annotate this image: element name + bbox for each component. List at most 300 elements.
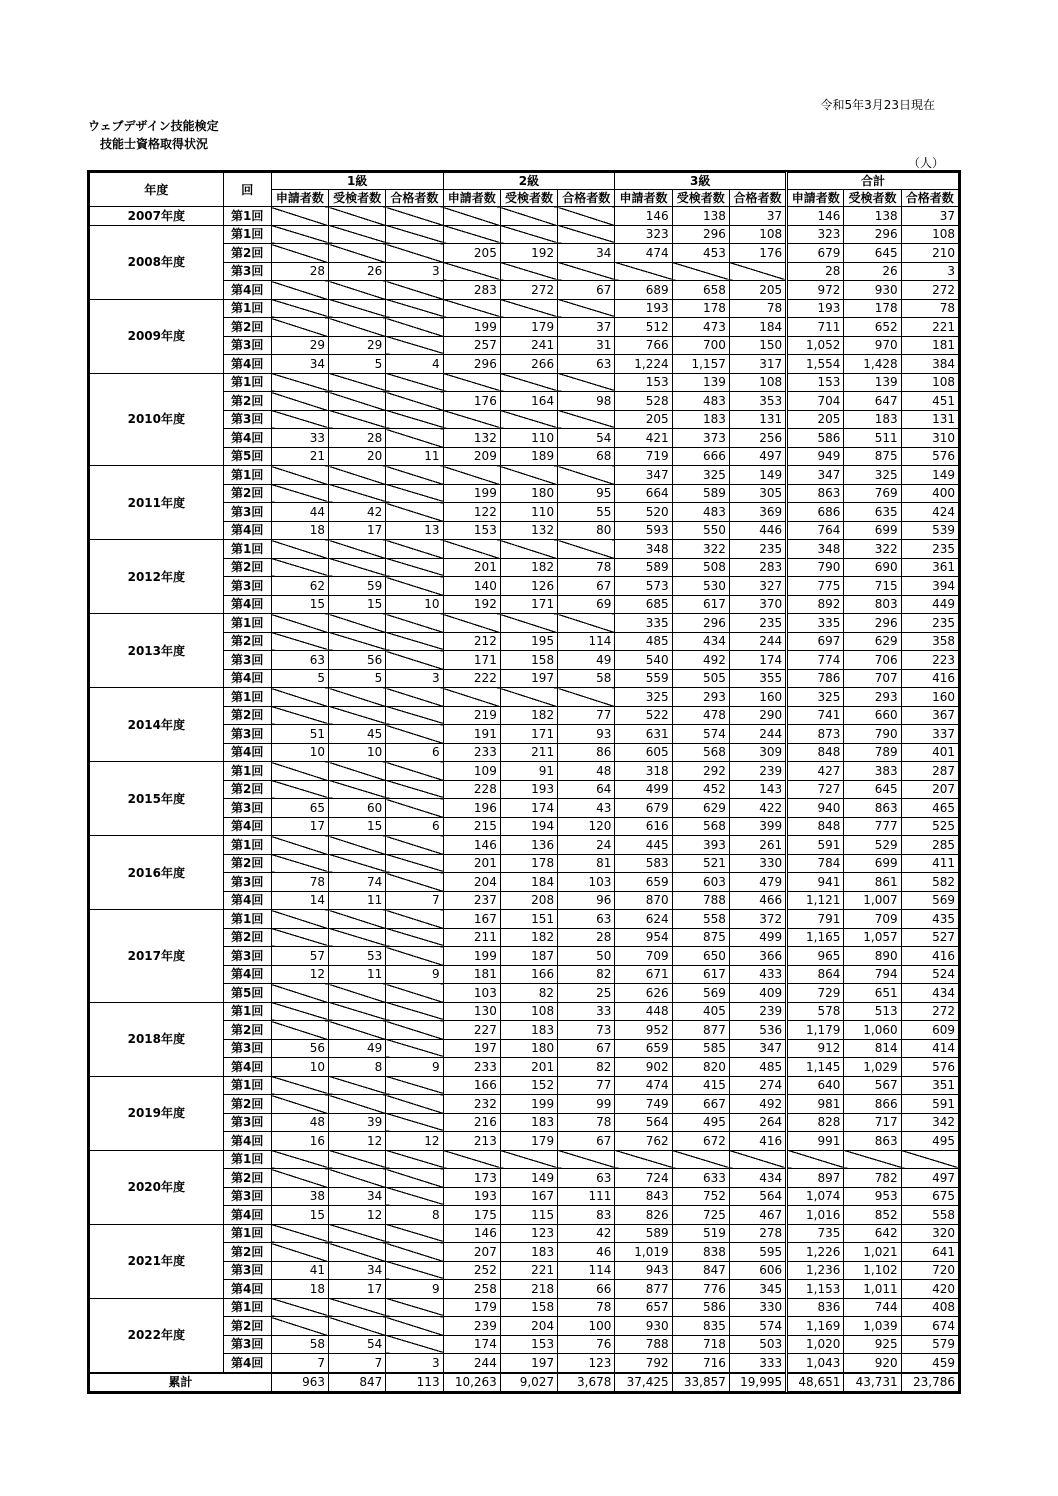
value-cell: 940 (787, 799, 844, 818)
value-cell: 239 (729, 762, 786, 781)
value-cell: 451 (901, 392, 958, 411)
value-cell: 20 (329, 447, 386, 466)
value-cell: 31 (558, 336, 615, 355)
round-cell: 第4回 (223, 1280, 271, 1299)
value-cell: 5 (329, 355, 386, 374)
value-cell: 1,060 (844, 1021, 901, 1040)
table-row (90, 1224, 959, 1243)
table-row (90, 466, 959, 485)
round-cell: 第1回 (223, 688, 271, 707)
value-cell: 667 (672, 1095, 729, 1114)
value-cell: 358 (901, 632, 958, 651)
empty-cell (329, 1021, 386, 1040)
value-cell: 788 (615, 1335, 672, 1354)
value-cell: 616 (615, 817, 672, 836)
empty-cell (443, 1150, 500, 1169)
round-cell: 第2回 (223, 484, 271, 503)
value-cell: 278 (729, 1224, 786, 1243)
year-cell: 2022年度 (90, 1298, 224, 1373)
round-cell: 第4回 (223, 743, 271, 762)
value-cell: 659 (615, 1039, 672, 1058)
value-cell: 741 (787, 706, 844, 725)
empty-cell (329, 1317, 386, 1336)
value-cell: 63 (558, 355, 615, 374)
value-cell: 497 (729, 447, 786, 466)
value-cell: 764 (787, 521, 844, 540)
round-cell: 第4回 (223, 355, 271, 374)
value-cell: 495 (672, 1113, 729, 1132)
value-cell: 93 (558, 725, 615, 744)
round-cell: 第2回 (223, 392, 271, 411)
value-cell: 59 (329, 577, 386, 596)
value-cell: 347 (615, 466, 672, 485)
value-cell: 67 (558, 281, 615, 300)
empty-cell (271, 1243, 328, 1262)
value-cell: 603 (672, 873, 729, 892)
value-cell: 897 (787, 1169, 844, 1188)
value-cell: 521 (672, 854, 729, 873)
round-cell: 第1回 (223, 540, 271, 559)
value-cell: 29 (271, 336, 328, 355)
value-cell: 235 (729, 540, 786, 559)
value-cell: 890 (844, 947, 901, 966)
header-grade1: 1級 (271, 173, 443, 190)
value-cell: 330 (729, 1298, 786, 1317)
value-cell: 3 (386, 669, 443, 688)
empty-cell (386, 1335, 443, 1354)
empty-cell (500, 1150, 557, 1169)
value-cell: 573 (615, 577, 672, 596)
value-cell: 752 (672, 1187, 729, 1206)
round-cell: 第1回 (223, 207, 271, 226)
round-cell: 第2回 (223, 854, 271, 873)
value-cell: 420 (901, 1280, 958, 1299)
value-cell: 187 (500, 947, 557, 966)
empty-cell (271, 318, 328, 337)
value-cell: 108 (729, 373, 786, 392)
value-cell: 527 (901, 928, 958, 947)
value-cell: 150 (729, 336, 786, 355)
value-cell: 28 (558, 928, 615, 947)
value-cell: 1,554 (787, 355, 844, 374)
value-cell: 223 (901, 651, 958, 670)
value-cell: 453 (672, 244, 729, 263)
value-cell: 12 (329, 1132, 386, 1151)
empty-cell (386, 299, 443, 318)
empty-cell (329, 1224, 386, 1243)
value-cell: 12 (386, 1132, 443, 1151)
value-cell: 110 (500, 429, 557, 448)
value-cell: 48 (271, 1113, 328, 1132)
empty-cell (329, 910, 386, 929)
value-cell: 540 (615, 651, 672, 670)
empty-cell (386, 410, 443, 429)
value-cell: 422 (729, 799, 786, 818)
empty-cell (558, 1150, 615, 1169)
value-cell: 204 (443, 873, 500, 892)
value-cell: 266 (500, 355, 557, 374)
value-cell: 15 (329, 817, 386, 836)
value-cell: 228 (443, 780, 500, 799)
round-cell: 第2回 (223, 1243, 271, 1262)
value-cell: 175 (443, 1206, 500, 1225)
value-cell: 233 (443, 743, 500, 762)
value-cell: 775 (787, 577, 844, 596)
value-cell: 559 (615, 669, 672, 688)
header-year: 年度 (90, 173, 224, 207)
value-cell: 305 (729, 484, 786, 503)
round-cell: 第2回 (223, 1169, 271, 1188)
subheader-cell: 合格者数 (558, 190, 615, 207)
value-cell: 568 (672, 743, 729, 762)
value-cell: 492 (672, 651, 729, 670)
value-cell: 449 (901, 595, 958, 614)
value-cell: 46 (558, 1243, 615, 1262)
empty-cell (386, 1243, 443, 1262)
round-cell: 第3回 (223, 947, 271, 966)
value-cell: 485 (615, 632, 672, 651)
empty-cell (787, 1150, 844, 1169)
value-cell: 179 (500, 318, 557, 337)
value-cell: 576 (901, 1058, 958, 1077)
empty-cell (443, 614, 500, 633)
empty-cell (901, 1150, 958, 1169)
value-cell: 1,007 (844, 891, 901, 910)
value-cell: 171 (443, 651, 500, 670)
empty-cell (271, 1095, 328, 1114)
value-cell: 408 (901, 1298, 958, 1317)
value-cell: 605 (615, 743, 672, 762)
empty-cell (271, 1298, 328, 1317)
value-cell: 706 (844, 651, 901, 670)
value-cell: 183 (500, 1113, 557, 1132)
value-cell: 366 (729, 947, 786, 966)
value-cell: 479 (729, 873, 786, 892)
value-cell: 212 (443, 632, 500, 651)
value-cell: 930 (844, 281, 901, 300)
value-cell: 1,019 (615, 1243, 672, 1262)
value-cell: 803 (844, 595, 901, 614)
value-cell: 28 (329, 429, 386, 448)
empty-cell (329, 836, 386, 855)
value-cell: 272 (901, 281, 958, 300)
value-cell: 965 (787, 947, 844, 966)
value-cell: 261 (729, 836, 786, 855)
year-cell: 2014年度 (90, 688, 224, 762)
value-cell: 18 (271, 1280, 328, 1299)
empty-cell (329, 688, 386, 707)
value-cell: 43 (558, 799, 615, 818)
empty-cell (329, 225, 386, 244)
value-cell: 227 (443, 1021, 500, 1040)
value-cell: 361 (901, 558, 958, 577)
value-cell: 235 (901, 540, 958, 559)
value-cell: 6 (386, 817, 443, 836)
value-cell: 699 (844, 521, 901, 540)
value-cell: 183 (500, 1243, 557, 1262)
value-cell: 589 (672, 484, 729, 503)
value-cell: 274 (729, 1076, 786, 1095)
value-cell: 199 (443, 484, 500, 503)
value-cell: 497 (901, 1169, 958, 1188)
value-cell: 80 (558, 521, 615, 540)
value-cell: 415 (672, 1076, 729, 1095)
value-cell: 749 (615, 1095, 672, 1114)
value-cell: 578 (787, 1002, 844, 1021)
round-cell: 第1回 (223, 910, 271, 929)
header-round: 回 (223, 173, 271, 207)
year-cell: 2009年度 (90, 299, 224, 373)
round-cell: 第3回 (223, 1039, 271, 1058)
value-cell: 666 (672, 447, 729, 466)
value-cell: 949 (787, 447, 844, 466)
empty-cell (443, 262, 500, 281)
value-cell: 953 (844, 1187, 901, 1206)
round-cell: 第2回 (223, 1095, 271, 1114)
value-cell: 873 (787, 725, 844, 744)
value-cell: 258 (443, 1280, 500, 1299)
empty-cell (386, 836, 443, 855)
empty-cell (386, 1095, 443, 1114)
value-cell: 679 (787, 244, 844, 263)
empty-cell (500, 262, 557, 281)
value-cell: 525 (901, 817, 958, 836)
value-cell: 8 (329, 1058, 386, 1077)
value-cell: 674 (901, 1317, 958, 1336)
round-cell: 第3回 (223, 503, 271, 522)
empty-cell (443, 225, 500, 244)
value-cell: 96 (558, 891, 615, 910)
empty-cell (271, 984, 328, 1003)
total-value-cell: 33,857 (672, 1373, 729, 1392)
value-cell: 485 (729, 1058, 786, 1077)
value-cell: 735 (787, 1224, 844, 1243)
value-cell: 160 (729, 688, 786, 707)
table-row (90, 207, 959, 226)
value-cell: 201 (500, 1058, 557, 1077)
value-cell: 704 (787, 392, 844, 411)
value-cell: 513 (844, 1002, 901, 1021)
value-cell: 530 (672, 577, 729, 596)
empty-cell (443, 299, 500, 318)
value-cell: 591 (787, 836, 844, 855)
value-cell: 877 (672, 1021, 729, 1040)
empty-cell (443, 207, 500, 226)
value-cell: 1,428 (844, 355, 901, 374)
value-cell: 788 (672, 891, 729, 910)
value-cell: 574 (672, 725, 729, 744)
value-cell: 902 (615, 1058, 672, 1077)
empty-cell (615, 262, 672, 281)
value-cell: 158 (500, 1298, 557, 1317)
empty-cell (386, 1076, 443, 1095)
empty-cell (329, 706, 386, 725)
value-cell: 474 (615, 244, 672, 263)
empty-cell (271, 1169, 328, 1188)
empty-cell (329, 484, 386, 503)
value-cell: 1,102 (844, 1261, 901, 1280)
value-cell: 10 (271, 1058, 328, 1077)
value-cell: 335 (787, 614, 844, 633)
value-cell: 108 (901, 225, 958, 244)
value-cell: 256 (729, 429, 786, 448)
empty-cell (386, 725, 443, 744)
empty-cell (271, 910, 328, 929)
value-cell: 624 (615, 910, 672, 929)
value-cell: 15 (329, 595, 386, 614)
empty-cell (271, 540, 328, 559)
value-cell: 633 (672, 1169, 729, 1188)
value-cell: 3 (901, 262, 958, 281)
header-grade2: 2級 (443, 173, 615, 190)
value-cell: 828 (787, 1113, 844, 1132)
empty-cell (729, 262, 786, 281)
value-cell: 204 (500, 1317, 557, 1336)
value-cell: 769 (844, 484, 901, 503)
empty-cell (500, 688, 557, 707)
value-cell: 49 (558, 651, 615, 670)
round-cell: 第3回 (223, 577, 271, 596)
table-row (90, 225, 959, 244)
value-cell: 864 (787, 965, 844, 984)
value-cell: 33 (558, 1002, 615, 1021)
value-cell: 317 (729, 355, 786, 374)
value-cell: 77 (558, 1076, 615, 1095)
value-cell: 100 (558, 1317, 615, 1336)
value-cell: 367 (901, 706, 958, 725)
value-cell: 657 (615, 1298, 672, 1317)
round-cell: 第3回 (223, 725, 271, 744)
value-cell: 7 (386, 891, 443, 910)
value-cell: 285 (901, 836, 958, 855)
value-cell: 405 (672, 1002, 729, 1021)
value-cell: 290 (729, 706, 786, 725)
value-cell: 207 (443, 1243, 500, 1262)
value-cell: 318 (615, 762, 672, 781)
value-cell: 73 (558, 1021, 615, 1040)
empty-cell (271, 392, 328, 411)
value-cell: 564 (615, 1113, 672, 1132)
value-cell: 1,020 (787, 1335, 844, 1354)
value-cell: 690 (844, 558, 901, 577)
value-cell: 325 (672, 466, 729, 485)
table-row (90, 762, 959, 781)
value-cell: 626 (615, 984, 672, 1003)
value-cell: 66 (558, 1280, 615, 1299)
value-cell: 139 (672, 373, 729, 392)
value-cell: 930 (615, 1317, 672, 1336)
empty-cell (271, 928, 328, 947)
value-cell: 972 (787, 281, 844, 300)
empty-cell (443, 373, 500, 392)
value-cell: 138 (844, 207, 901, 226)
value-cell: 180 (500, 1039, 557, 1058)
round-cell: 第1回 (223, 1150, 271, 1169)
empty-cell (386, 614, 443, 633)
empty-cell (558, 466, 615, 485)
value-cell: 28 (787, 262, 844, 281)
value-cell: 146 (443, 836, 500, 855)
value-cell: 13 (386, 521, 443, 540)
value-cell: 179 (500, 1132, 557, 1151)
value-cell: 954 (615, 928, 672, 947)
value-cell: 195 (500, 632, 557, 651)
value-cell: 920 (844, 1354, 901, 1373)
value-cell: 789 (844, 743, 901, 762)
table-row (90, 1298, 959, 1317)
value-cell: 323 (615, 225, 672, 244)
value-cell: 221 (500, 1261, 557, 1280)
value-cell: 9 (386, 965, 443, 984)
value-cell: 296 (844, 614, 901, 633)
empty-cell (329, 244, 386, 263)
value-cell: 183 (500, 1021, 557, 1040)
value-cell: 199 (443, 947, 500, 966)
value-cell: 216 (443, 1113, 500, 1132)
value-cell: 15 (271, 595, 328, 614)
value-cell: 1,179 (787, 1021, 844, 1040)
round-cell: 第4回 (223, 521, 271, 540)
subheader-cell: 受検者数 (500, 190, 557, 207)
empty-cell (386, 392, 443, 411)
value-cell: 411 (901, 854, 958, 873)
value-cell: 26 (844, 262, 901, 281)
value-cell: 213 (443, 1132, 500, 1151)
empty-cell (329, 632, 386, 651)
total-value-cell: 113 (386, 1373, 443, 1392)
value-cell: 244 (729, 632, 786, 651)
value-cell: 296 (672, 614, 729, 633)
value-cell: 861 (844, 873, 901, 892)
value-cell: 322 (844, 540, 901, 559)
value-cell: 719 (615, 447, 672, 466)
year-cell: 2015年度 (90, 762, 224, 836)
value-cell: 720 (901, 1261, 958, 1280)
value-cell: 1,165 (787, 928, 844, 947)
total-label: 累計 (90, 1373, 272, 1392)
empty-cell (386, 558, 443, 577)
value-cell: 219 (443, 706, 500, 725)
value-cell: 122 (443, 503, 500, 522)
empty-cell (558, 540, 615, 559)
value-cell: 130 (443, 1002, 500, 1021)
value-cell: 1,145 (787, 1058, 844, 1077)
value-cell: 33 (271, 429, 328, 448)
value-cell: 63 (271, 651, 328, 670)
value-cell: 65 (271, 799, 328, 818)
empty-cell (271, 1076, 328, 1095)
value-cell: 12 (271, 965, 328, 984)
value-cell: 201 (443, 854, 500, 873)
value-cell: 171 (500, 595, 557, 614)
value-cell: 193 (443, 1187, 500, 1206)
value-cell: 679 (615, 799, 672, 818)
value-cell: 1,039 (844, 1317, 901, 1336)
total-value-cell: 19,995 (729, 1373, 786, 1392)
value-cell: 108 (500, 1002, 557, 1021)
round-cell: 第4回 (223, 1354, 271, 1373)
empty-cell (500, 373, 557, 392)
value-cell: 189 (500, 447, 557, 466)
value-cell: 912 (787, 1039, 844, 1058)
value-cell: 197 (500, 1354, 557, 1373)
empty-cell (271, 1150, 328, 1169)
value-cell: 193 (787, 299, 844, 318)
empty-cell (329, 780, 386, 799)
value-cell: 550 (672, 521, 729, 540)
empty-cell (271, 244, 328, 263)
value-cell: 330 (729, 854, 786, 873)
